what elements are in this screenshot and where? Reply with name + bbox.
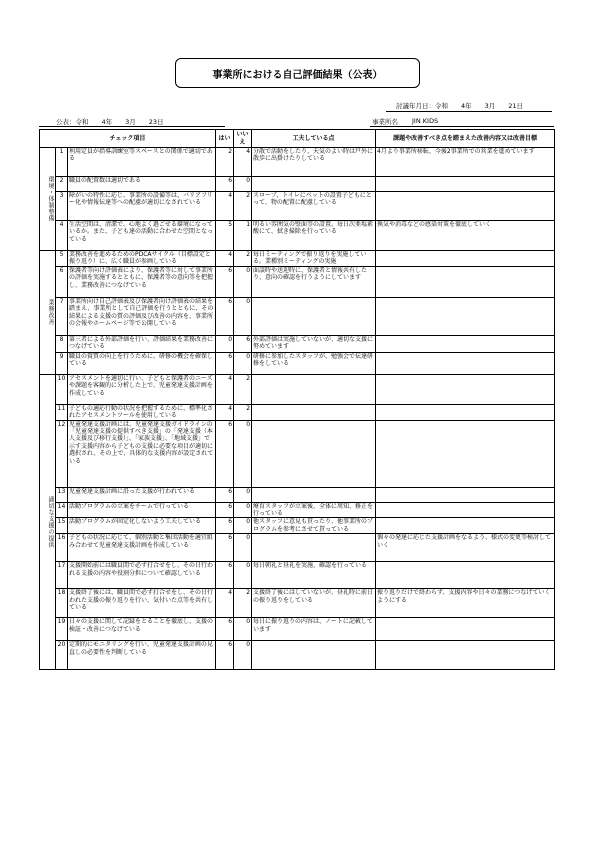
improvement-text [376, 352, 555, 374]
no-count: 0 [234, 518, 252, 534]
no-count: 0 [234, 562, 252, 589]
yes-count: 4 [216, 192, 234, 221]
item-number: 20 [56, 641, 68, 670]
office-name: JIN KIDS [412, 117, 439, 125]
table-row [40, 589, 555, 618]
effort-text: 毎日に振り返りの内容は、ノートに記載しています [252, 618, 376, 641]
header-yes: はい [216, 130, 234, 148]
check-item-text: 職員の配置数は適切である [68, 177, 216, 192]
no-count: 0 [234, 618, 252, 641]
no-count: 1 [234, 221, 252, 251]
yes-count: 6 [216, 562, 234, 589]
effort-text: 外部評価は実施していないが、適切な支援に努めています [252, 335, 376, 352]
table-row [40, 641, 555, 670]
effort-text [252, 534, 376, 562]
publish-underline [39, 126, 225, 127]
effort-text: 研修に参加したスタッフが、勉強会で伝達研修をしている [252, 352, 376, 374]
item-number: 3 [56, 192, 68, 221]
self-evaluation-table [39, 129, 555, 670]
improvement-text: 振り返りだけで終わらず、支援内容や日々の業務につなげていくようにする [376, 589, 555, 618]
effort-text: スロープ、トイレにベットの設置子どもにとって、物の配置に配慮している [252, 192, 376, 221]
improvement-text [376, 177, 555, 192]
no-count: 0 [234, 420, 252, 487]
item-number: 16 [56, 534, 68, 562]
check-item-text: 利用定員が指導訓練室等スペースとの関係で適切である [68, 148, 216, 177]
table-row [40, 251, 555, 267]
yes-count: 2 [216, 148, 234, 177]
category-label: 環境・体制整備 [40, 148, 56, 251]
table-row [40, 502, 555, 518]
check-item-text: 児童発達支援計画には、児童発達支援ガイドラインの「児童発達支援の提供すべき支援」の「発達支援（本人支援及び移行支援）」、「家族支援」、「地域支援」で示す支援内容から子どもの支援に必要な項目が適切に選択され、その上で、具体的な支援内容が設定されている [68, 420, 216, 487]
no-count: 0 [234, 534, 252, 562]
table-row [40, 335, 555, 352]
effort-text: 支援終了後にはしていないが、昼礼時に前日の振り返りをしている [252, 589, 376, 618]
check-item-text: 児童発達支援計画に沿った支援が行われている [68, 487, 216, 502]
yes-count: 4 [216, 251, 234, 267]
yes-count: 6 [216, 487, 234, 502]
table-row [40, 297, 555, 335]
yes-count: 6 [216, 534, 234, 562]
table-row [40, 562, 555, 589]
item-number: 2 [56, 177, 68, 192]
category-label: 適切な支援の提供 [40, 374, 56, 669]
improvement-text [376, 266, 555, 297]
no-count: 0 [234, 502, 252, 518]
improvement-text [376, 518, 555, 534]
table-header-row [40, 130, 555, 148]
table-row [40, 177, 555, 192]
improvement-text [376, 404, 555, 420]
no-count: 2 [234, 404, 252, 420]
improvement-text: 4月より事業所移転、今後2事業所での営業を進めています [376, 148, 555, 177]
no-count: 0 [234, 266, 252, 297]
check-item-text: 日々の支援に関して記録をとることを徹底し、支援の検証・改善につなげている [68, 618, 216, 641]
publish-date: 公表：令和 4年 3月 23日 [56, 118, 164, 126]
no-count: 0 [234, 641, 252, 670]
header-improvement: 課題や改善すべき点を踏まえた改善内容又は改善目標 [376, 130, 555, 148]
table-row [40, 374, 555, 404]
yes-count: 0 [216, 335, 234, 352]
effort-text: 療育スタッフが立案後、全体に周知、修正を行っている [252, 502, 376, 518]
no-count: 2 [234, 374, 252, 404]
header-no: いいえ [234, 130, 252, 148]
improvement-text [376, 297, 555, 335]
table-row [40, 192, 555, 221]
no-count: 6 [234, 335, 252, 352]
survey-date-underline [386, 111, 552, 112]
no-count: 0 [234, 352, 252, 374]
item-number: 18 [56, 589, 68, 618]
check-item-text: 生活空間は、清潔で、心地よく過ごせる環境になっているか。また、子ども達の活動に合わせた空間となっている [68, 221, 216, 251]
no-count: 4 [234, 148, 252, 177]
yes-count: 6 [216, 502, 234, 518]
check-item-text: 障がいの特性に応じ、事業所の設備等は、バリアフリー化や情報伝達等への配慮が適切になされている [68, 192, 216, 221]
table-row [40, 518, 555, 534]
item-number: 10 [56, 374, 68, 404]
table-row [40, 148, 555, 177]
yes-count: 6 [216, 518, 234, 534]
no-count: 0 [234, 177, 252, 192]
table-row [40, 221, 555, 251]
effort-text: 明るい雰囲気の壁面等の設置。毎日次亜塩素酸にて、拭き掃除を行っている [252, 221, 376, 251]
improvement-text [376, 618, 555, 641]
effort-text [252, 374, 376, 404]
item-number: 6 [56, 266, 68, 297]
improvement-text [376, 251, 555, 267]
effort-text [252, 177, 376, 192]
check-item-text: アセスメントを適切に行い、子どもと保護者のニーズや課題を客観的に分析した上で、児童発達支援計画を作成している [68, 374, 216, 404]
item-number: 7 [56, 297, 68, 335]
effort-text: 他スタッフに意見も貰ったり、他事業所のプログラムを参考にさせて貰っている [252, 518, 376, 534]
yes-count: 6 [216, 641, 234, 670]
item-number: 11 [56, 404, 68, 420]
table-row [40, 618, 555, 641]
item-number: 15 [56, 518, 68, 534]
improvement-text [376, 641, 555, 670]
yes-count: 6 [216, 177, 234, 192]
check-item-text: 活動プログラムの立案をチームで行っている [68, 502, 216, 518]
check-item-text: 子どもの状況に応じて、個別活動と集団活動を適宜組み合わせて児童発達支援計画を作成している [68, 534, 216, 562]
effort-text [252, 404, 376, 420]
table-row [40, 487, 555, 502]
item-number: 14 [56, 502, 68, 518]
effort-text: 面談時や送迎時に、保護者と情報共有したり、意向の確認を行うようにしています [252, 266, 376, 297]
check-item-text: 第三者による外部評価を行い、評価結果を業務改善につなげている [68, 335, 216, 352]
table-row [40, 266, 555, 297]
check-item-text: 保護者等向け評価表により、保護者等に対して事業所の評価を実施するとともに、保護者等の意向等を把握し、業務改善につなげている [68, 266, 216, 297]
improvement-text [376, 335, 555, 352]
office-label: 事業所名 [372, 118, 398, 126]
no-count: 2 [234, 251, 252, 267]
yes-count: 4 [216, 374, 234, 404]
no-count: 0 [234, 297, 252, 335]
check-item-text: 職員の資質の向上を行うために、研修の機会を確保している [68, 352, 216, 374]
effort-text [252, 641, 376, 670]
no-count: 2 [234, 192, 252, 221]
item-number: 12 [56, 420, 68, 487]
survey-date: 討議年月日：令和 4年 3月 21日 [396, 102, 524, 110]
header-check-item: チェック項目 [40, 130, 216, 148]
item-number: 13 [56, 487, 68, 502]
improvement-text [376, 562, 555, 589]
effort-text: 分散で活動をしたり、天気のよい時は戸外に散歩に出掛けたりしている [252, 148, 376, 177]
check-item-text: 支援終了後には、職員間で必ず打合せをし、その日行われた支援の振り返りを行い、気付いた点等を共有している [68, 589, 216, 618]
item-number: 9 [56, 352, 68, 374]
item-number: 19 [56, 618, 68, 641]
yes-count: 4 [216, 404, 234, 420]
improvement-text: 換気や消毒などの感染対策を徹底していく [376, 221, 555, 251]
improvement-text [376, 502, 555, 518]
table-row [40, 404, 555, 420]
header-effort: 工夫している点 [252, 130, 376, 148]
check-item-text: 活動プログラムが固定化しないよう工夫している [68, 518, 216, 534]
yes-count: 6 [216, 266, 234, 297]
effort-text [252, 297, 376, 335]
table-row [40, 420, 555, 487]
improvement-text [376, 192, 555, 221]
yes-count: 6 [216, 297, 234, 335]
improvement-text [376, 420, 555, 487]
check-item-text: 定期的にモニタリングを行い、児童発達支援計画の見直しの必要性を判断している [68, 641, 216, 670]
yes-count: 4 [216, 589, 234, 618]
item-number: 4 [56, 221, 68, 251]
item-number: 8 [56, 335, 68, 352]
effort-text: 毎日ミーティングで振り返りを実施している。業種別ミーティングの実施 [252, 251, 376, 267]
table-row [40, 352, 555, 374]
item-number: 17 [56, 562, 68, 589]
yes-count: 6 [216, 352, 234, 374]
table-row [40, 534, 555, 562]
yes-count: 5 [216, 221, 234, 251]
yes-count: 6 [216, 618, 234, 641]
no-count: 0 [234, 487, 252, 502]
improvement-text [376, 487, 555, 502]
yes-count: 6 [216, 420, 234, 487]
office-underline [370, 126, 554, 127]
category-label: 業務改善 [40, 251, 56, 375]
page-title: 事業所における自己評価結果（公表） [175, 58, 420, 88]
item-number: 1 [56, 148, 68, 177]
check-item-text: 事業所向け自己評価表及び保護者向け評価表の結果を踏まえ、事業所として自己評価を行うとともに、その結果による支援の質の評価及び改善の内容を、事業所の会報やホームページ等で公開している [68, 297, 216, 335]
improvement-text: 個々の発達に応じた支援計画をなるよう、様式の変更等検討していく [376, 534, 555, 562]
check-item-text: 業務改善を進めるためのPDCAサイクル（目標設定と振り返り）に、広く職員が参画している [68, 251, 216, 267]
effort-text [252, 487, 376, 502]
effort-text: 毎日朝礼と昼礼を実施、確認を行っている [252, 562, 376, 589]
check-item-text: 支援開始前には職員間で必ず打合せをし、その日行われる支援の内容や役割分担について確認している [68, 562, 216, 589]
improvement-text [376, 374, 555, 404]
no-count: 2 [234, 589, 252, 618]
effort-text [252, 420, 376, 487]
check-item-text: 子どもの適応行動の状況を把握するために、標準化されたアセスメントツールを使用している [68, 404, 216, 420]
item-number: 5 [56, 251, 68, 267]
